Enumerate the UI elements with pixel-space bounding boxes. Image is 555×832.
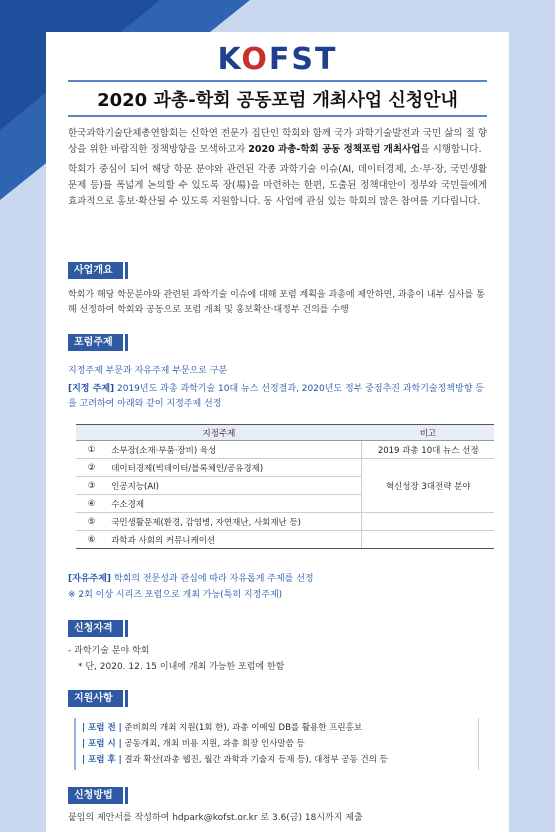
- document-page: [46, 32, 509, 832]
- intro-paragraph-1: 한국과학기술단체총연합회는 신학연 전문가 집단인 학회와 함께 국가 과학기술발전과 국민 삶의 질 향상을 위한 바람직한 정책방향을 모색하고자 2020 과총-학회 공동 정책포럼 개최사업을 시행합니다.: [68, 128, 487, 155]
- support-item: | 포럼 전 | 준비회의 개최 지원(1회 한), 과총 이메일 DB를 활용한 프린홍보: [82, 723, 363, 733]
- table-row: ⑤ 국민생활문제(환경, 감염병, 자연재난, 사회재난 등): [76, 513, 494, 531]
- support-item: | 포럼 후 | 결과 확산(과총 웹진, 월간 과학과 기술지 등재 등), 대정부 공동 건의 등: [82, 755, 388, 765]
- table-row: ① 소부장(소재·부품·장비) 육성 2019 과총 10대 뉴스 선정: [76, 441, 494, 459]
- intro-text: [68, 126, 487, 214]
- free-topic-desc: [자유주제] 학회의 전문성과 관심에 따라 자유롭게 주제를 선정: [68, 574, 314, 584]
- overview-text: 학회가 해당 학문분야와 관련된 과학기술 이슈에 대해 포럼 계획을 과총에 제안하면, 과총이 내부 심사를 통해 선정하여 학회와 공동으로 포럼 개최 및 홍보확산·대정부 건의를 수행: [68, 290, 485, 315]
- designated-topics-table: [76, 424, 494, 549]
- support-item: | 포럼 시 | 공동개최, 개최 비용 지원, 과총 회장 인사말씀 등: [82, 739, 305, 749]
- eligibility-line-2: * 단, 2020. 12. 15 이내에 개최 가능한 포럼에 한함: [78, 662, 285, 672]
- table-row: ③ 인공지능(AI): [76, 477, 494, 495]
- eligibility-line-1: - 과학기술 분야 학회: [68, 646, 150, 656]
- section-head-support: 지원사항: [68, 690, 123, 707]
- page-title: 2020 과총-학회 공동포럼 개최사업 신청안내: [97, 90, 458, 111]
- table-header-note: 비고: [362, 425, 494, 441]
- section-head-topics: 포럼주제: [68, 334, 123, 351]
- method-text: 붙임의 제안서를 작성하여 hdpark@kofst.or.kr 로 3.6(금) 18시까지 제출: [68, 813, 363, 823]
- table-row: ⑥ 과학과 사회의 커뮤니케이션: [76, 531, 494, 549]
- kofst-logo: KOFST: [217, 42, 338, 77]
- intro-paragraph-2: 학회가 중심이 되어 해당 학문 분야와 관련된 각종 과학기술 이슈(AI, 데이터경제, 소·부·장, 국민생활문제 등)를 폭넓게 논의할 수 있도록 장(場)을 마련하는 한편, 도출된 정책대안이 정부와 국민들에게 효과적으로 홍보·확산될 수 있도록 지원합니다. 동 사업에 관심 있는 학회의 많은 참여를 기다립니다.: [68, 164, 487, 207]
- table-row: ④ 수소경제: [76, 495, 494, 513]
- table-header-subject: 지정주제: [76, 425, 362, 441]
- table-row: ② 데이터경제(빅데이터/블록체인/공유경제) 혁신성장 3대전략 분야: [76, 459, 494, 477]
- title-bar: [68, 80, 487, 117]
- topics-intro: 지정주제 부문과 자유주제 부문으로 구분: [68, 366, 228, 376]
- section-head-overview: 사업개요: [68, 262, 123, 279]
- support-box: [74, 718, 479, 770]
- section-head-eligibility: 신청자격: [68, 620, 123, 637]
- section-head-method: 신청방법: [68, 787, 123, 804]
- series-note: ※ 2회 이상 시리즈 포럼으로 개최 가능(특히 지정주제): [68, 590, 283, 600]
- designated-topic-desc: [지정 주제] 2019년도 과총 과학기술 10대 뉴스 선정결과, 2020년도 정부 중점추진 과학기술정책방향 등을 고려하여 아래와 같이 지정주제 선정: [68, 384, 484, 409]
